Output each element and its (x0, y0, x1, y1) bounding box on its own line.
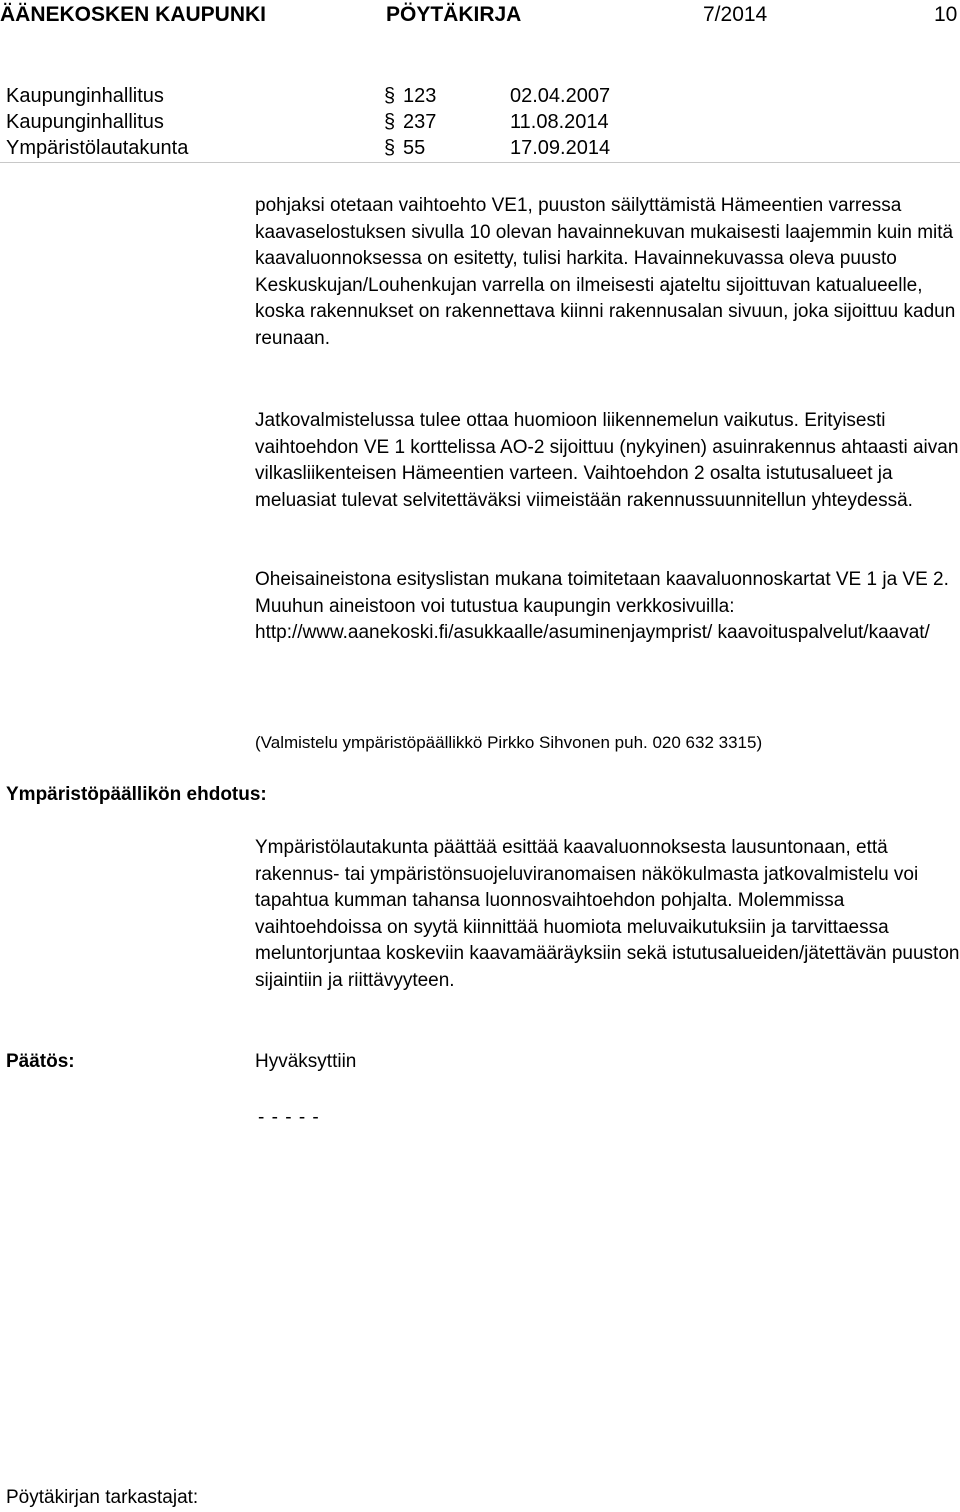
body-paragraph-3: Oheisaineistona esityslistan mukana toimitetaan kaavaluonnoskartat VE 1 ja VE 2. Muuhun aineistoon voi tutustua kaupungin verkkosivuilla: http://www.aanekoski.fi/asukkaalle/asuminenjaymprist/ kaavoituspalvelut/kaavat/ (255, 569, 949, 644)
decision-value: Hyväksyttiin (255, 1051, 357, 1072)
reference-number: 237 (403, 111, 437, 133)
reference-list (0, 83, 960, 161)
decision-label: Päätös: (6, 1051, 75, 1072)
body-paragraph-2: Jatkovalmistelussa tulee ottaa huomioon liikennemelun vaikutus. Erityisesti vaihtoehdon VE 1 korttelissa AO-2 sijoittuu (nykyinen) asuinrakennus ahtaasti aivan vilkasliikenteisen Hämeentien varteen. Vaihtoehdon 2 osalta istutusalueet ja meluasiat tulevat selvitettäväksi viimeistään rakennussuunnitellun yhteydessä. (255, 410, 959, 511)
reference-row (0, 109, 960, 135)
section-separator: - - - - - (258, 1107, 320, 1128)
preparer-note: (Valmistelu ympäristöpäällikkö Pirkko Sihvonen puh. 020 632 3315) (255, 733, 763, 752)
document-header (0, 0, 960, 30)
section-symbol: § (384, 85, 396, 107)
reference-date: 17.09.2014 (510, 137, 611, 159)
reference-number: 123 (403, 85, 437, 107)
section-symbol: § (384, 111, 396, 133)
organization-name: ÄÄNEKOSKEN KAUPUNKI (0, 3, 267, 26)
proposal-text: Ympäristölautakunta päättää esittää kaavaluonnoksesta lausuntonaan, että rakennus- tai ympäristönsuojeluviranomaisen näkökulmasta jatkovalmistelu voi tapahtua kumman tahansa luonnosvaihtoehdon pohjalta. Molemmissa vaihtoehdoissa on syytä kiinnittää huomiota meluvaikutuksiin ja tarvittaessa meluntorjuntaa koskeviin kaavamääräyksiin sekä istutusalueiden/jätettävän puuston sijaintiin ja riittävyyteen. (255, 837, 960, 991)
minutes-checkers-label: Pöytäkirjan tarkastajat: (6, 1487, 199, 1508)
reference-row (0, 83, 960, 109)
body-paragraph-1: pohjaksi otetaan vaihtoehto VE1, puuston säilyttämistä Hämeentien varressa kaavaselostuksen sivulla 10 olevan havainnekuvan mukaisesti laajemmin kuin mitä kaavaluonnoksessa on esitetty, tulisi harkita. Havainnekuvassa oleva puusto Keskuskujan/Louhenkujan varrella on ilmeisesti ajateltu sijoittuvan katualueelle, koska rakennukset on rakennettava kiinni rakennusalan sivuun, joka sijoittuu kadun reunaan. (255, 195, 956, 349)
reference-row (0, 135, 960, 161)
reference-body: Kaupunginhallitus (6, 111, 164, 133)
reference-body: Ympäristölautakunta (6, 137, 189, 159)
page-number: 10 (934, 3, 958, 26)
section-symbol: § (384, 137, 396, 159)
reference-date: 11.08.2014 (510, 111, 609, 133)
reference-number: 55 (403, 137, 426, 159)
reference-body: Kaupunginhallitus (6, 85, 164, 107)
proposal-label: Ympäristöpäällikön ehdotus: (6, 784, 267, 805)
document-number: 7/2014 (703, 3, 768, 26)
header-divider (0, 162, 960, 163)
document-type: PÖYTÄKIRJA (386, 3, 522, 26)
reference-date: 02.04.2007 (510, 85, 611, 107)
